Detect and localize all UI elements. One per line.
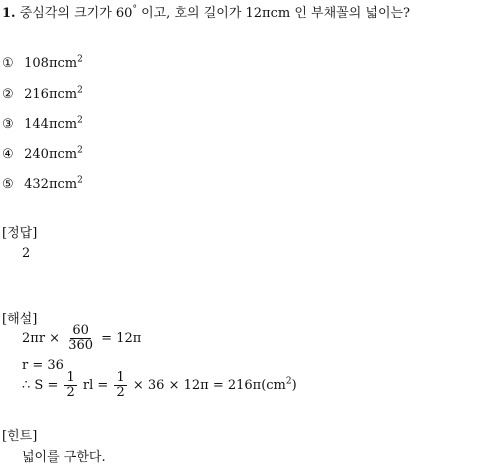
- choice-value: 240πcm: [24, 147, 78, 162]
- explanation-label: [해설]: [2, 312, 38, 327]
- choice-2[interactable]: [2, 87, 83, 102]
- line3-close: ): [291, 378, 297, 393]
- fraction-numerator: 60: [72, 323, 89, 338]
- question-text-b: 이고, 호의 길이가 12πcm 인 부채꼴의 넓이는?: [136, 6, 411, 21]
- choice-mark: ③: [2, 117, 14, 132]
- question-number: 1.: [2, 6, 16, 21]
- fraction-numerator: 1: [66, 370, 75, 385]
- degree-symbol: °: [132, 4, 137, 15]
- choice-exponent: 2: [77, 115, 83, 126]
- choice-exponent: 2: [77, 54, 83, 65]
- choice-value: 108πcm: [24, 56, 78, 71]
- fraction-denominator: 2: [66, 385, 75, 400]
- choice-5[interactable]: [2, 177, 83, 192]
- line3-rl: rl =: [82, 378, 109, 393]
- question: [2, 2, 410, 21]
- choice-exponent: 2: [77, 85, 83, 96]
- choice-value: 144πcm: [24, 117, 78, 132]
- choice-mark: ①: [2, 56, 14, 71]
- fraction-one-half: [64, 371, 76, 400]
- answer-value: 2: [22, 246, 31, 261]
- choice-exponent: 2: [77, 145, 83, 156]
- explanation-line-1: [22, 324, 141, 353]
- choice-mark: ②: [2, 87, 14, 102]
- hint-text: 넓이를 구한다.: [22, 450, 106, 465]
- line1-rhs: = 12π: [101, 331, 142, 346]
- choice-value: 432πcm: [24, 177, 78, 192]
- fraction-numerator: 1: [116, 370, 125, 385]
- choice-3[interactable]: [2, 117, 83, 132]
- question-text-a: 중심각의 크기가 60: [19, 6, 133, 21]
- answer-label: [정답]: [2, 226, 38, 241]
- explanation-line-2: r = 36: [22, 358, 64, 373]
- line3-therefore: ∴ S =: [22, 378, 59, 393]
- line3-exponent: 2: [285, 376, 292, 387]
- choice-1[interactable]: [2, 56, 83, 71]
- choice-exponent: 2: [77, 175, 83, 186]
- choice-value: 216πcm: [24, 87, 78, 102]
- choice-4[interactable]: [2, 147, 83, 162]
- fraction-60-360: [66, 324, 95, 353]
- fraction-denominator: 2: [116, 385, 125, 400]
- choice-mark: ⑤: [2, 177, 14, 192]
- choice-mark: ④: [2, 147, 14, 162]
- line1-lhs: 2πr ×: [22, 331, 61, 346]
- fraction-one-half-2: [114, 371, 126, 400]
- explanation-line-3: [22, 371, 297, 400]
- hint-label: [힌트]: [2, 429, 38, 444]
- fraction-denominator: 360: [68, 338, 94, 353]
- line3-result: × 36 × 12π = 216π(cm: [132, 378, 286, 393]
